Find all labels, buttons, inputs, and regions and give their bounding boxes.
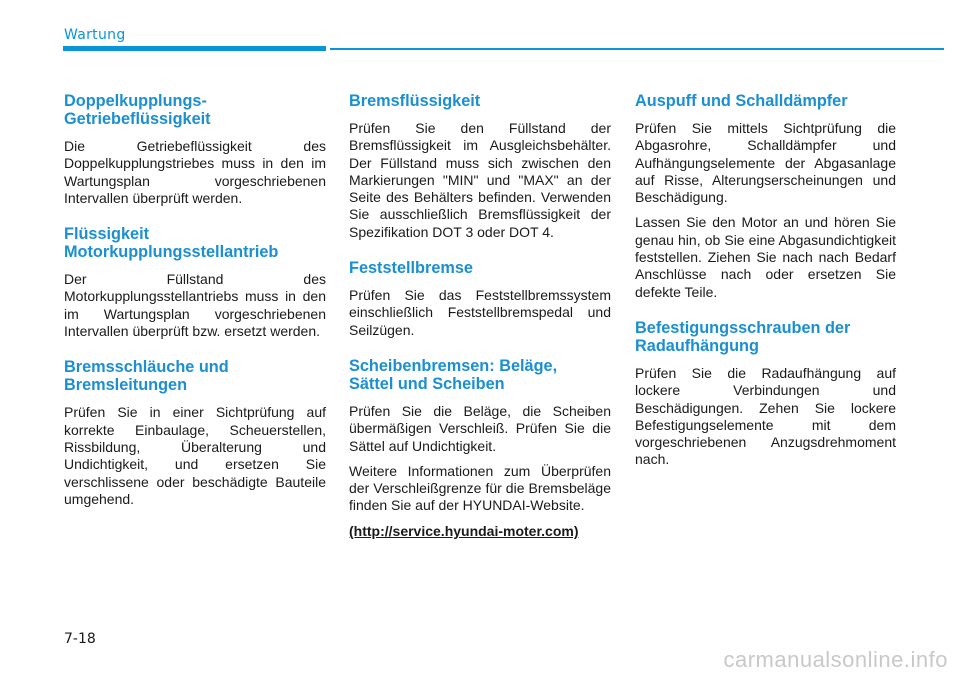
section-body-disc-brakes-2: Weitere Informationen zum Überprüfen der Verschleißgrenze für die Bremsbeläge finden Sie auf der HYUNDAI-Website. xyxy=(349,462,611,514)
header-rule-line xyxy=(330,48,944,50)
column-2 xyxy=(349,92,611,540)
section-header-label: Wartung xyxy=(64,27,126,43)
section-body-parking-brake: Prüfen Sie das Feststellbremssystem einschließlich Feststellbremspedal und Seilzügen. xyxy=(349,287,611,338)
column-1 xyxy=(64,92,326,516)
section-body-clutch-actuator-fluid: Der Füllstand des Motorkupplungsstellantriebs muss in den im Wartungsplan vorgeschriebenen Intervallen überprüft bzw. ersetzt werden. xyxy=(64,271,326,340)
hyundai-service-link[interactable]: (http://service.hyundai-moter.com) xyxy=(349,522,579,539)
section-body-brake-hoses: Prüfen Sie in einer Sichtprüfung auf korrekte Einbaulage, Scheuerstellen, Rissbildung, Überalterung und Undichtigkeit, und ersetzen Sie verschlissene oder beschädigte Bauteile umgehend. xyxy=(64,404,326,507)
section-title-suspension-bolts: Befestigungsschrauben der Radaufhängung xyxy=(635,318,851,355)
section-body-suspension-bolts: Prüfen Sie die Radaufhängung auf lockere Verbindungen und Beschädigungen. Zehen Sie lockere Befestigungselemente mit dem vorgeschriebenen Anzugsdrehmoment nach. xyxy=(635,364,896,468)
section-body-exhaust-1: Prüfen Sie mittels Sichtprüfung die Abgasrohre, Schalldämpfer und Aufhängungselemente der Abgasanlage auf Risse, Alterungserscheinungen und Beschädigung. xyxy=(635,120,896,206)
section-title-exhaust: Auspuff und Schalldämpfer xyxy=(635,92,848,110)
section-body-disc-brakes-1: Prüfen Sie die Beläge, die Scheiben übermäßigen Verschleiß. Prüfen Sie die Sättel auf Undichtigkeit. xyxy=(349,402,611,454)
section-title-clutch-actuator-fluid: Flüssigkeit Motorkupplungsstellantrieb xyxy=(64,225,279,262)
section-title-parking-brake: Feststellbremse xyxy=(349,259,473,278)
section-title-dct-fluid: Doppelkupplungs- Getriebeflüssigkeit xyxy=(64,92,211,128)
section-body-brake-fluid: Prüfen Sie den Füllstand der Bremsflüssigkeit im Ausgleichsbehälter. Der Füllstand muss sich zwischen den Markierungen "MIN" und "MAX" an der Seite des Behälters befinden. Verwenden Sie ausschließlich Bremsflüssigkeit der Spezifikation DOT 3 oder DOT 4. xyxy=(349,120,611,240)
section-body-exhaust-2: Lassen Sie den Motor an und hören Sie genau hin, ob Sie eine Abgasundichtigkeit feststellen. Ziehen Sie nach nach Bedarf Anschlüsse nach oder ersetzen Sie defekte Teile. xyxy=(635,214,896,300)
header-rule-accent xyxy=(63,46,326,51)
section-title-brake-hoses: Bremsschläuche und Bremsleitungen xyxy=(64,358,229,395)
section-body-dct-fluid: Die Getriebeflüssigkeit des Doppelkupplungstriebes muss in den im Wartungsplan vorgeschriebenen Intervallen überprüft werden. xyxy=(64,138,326,206)
watermark: carmanualsonline.info xyxy=(723,647,948,672)
section-title-brake-fluid: Bremsflüssigkeit xyxy=(349,92,481,110)
column-3 xyxy=(635,92,896,477)
page-number: 7-18 xyxy=(64,631,96,647)
section-title-disc-brakes: Scheibenbremsen: Beläge, Sättel und Scheiben xyxy=(349,356,558,393)
